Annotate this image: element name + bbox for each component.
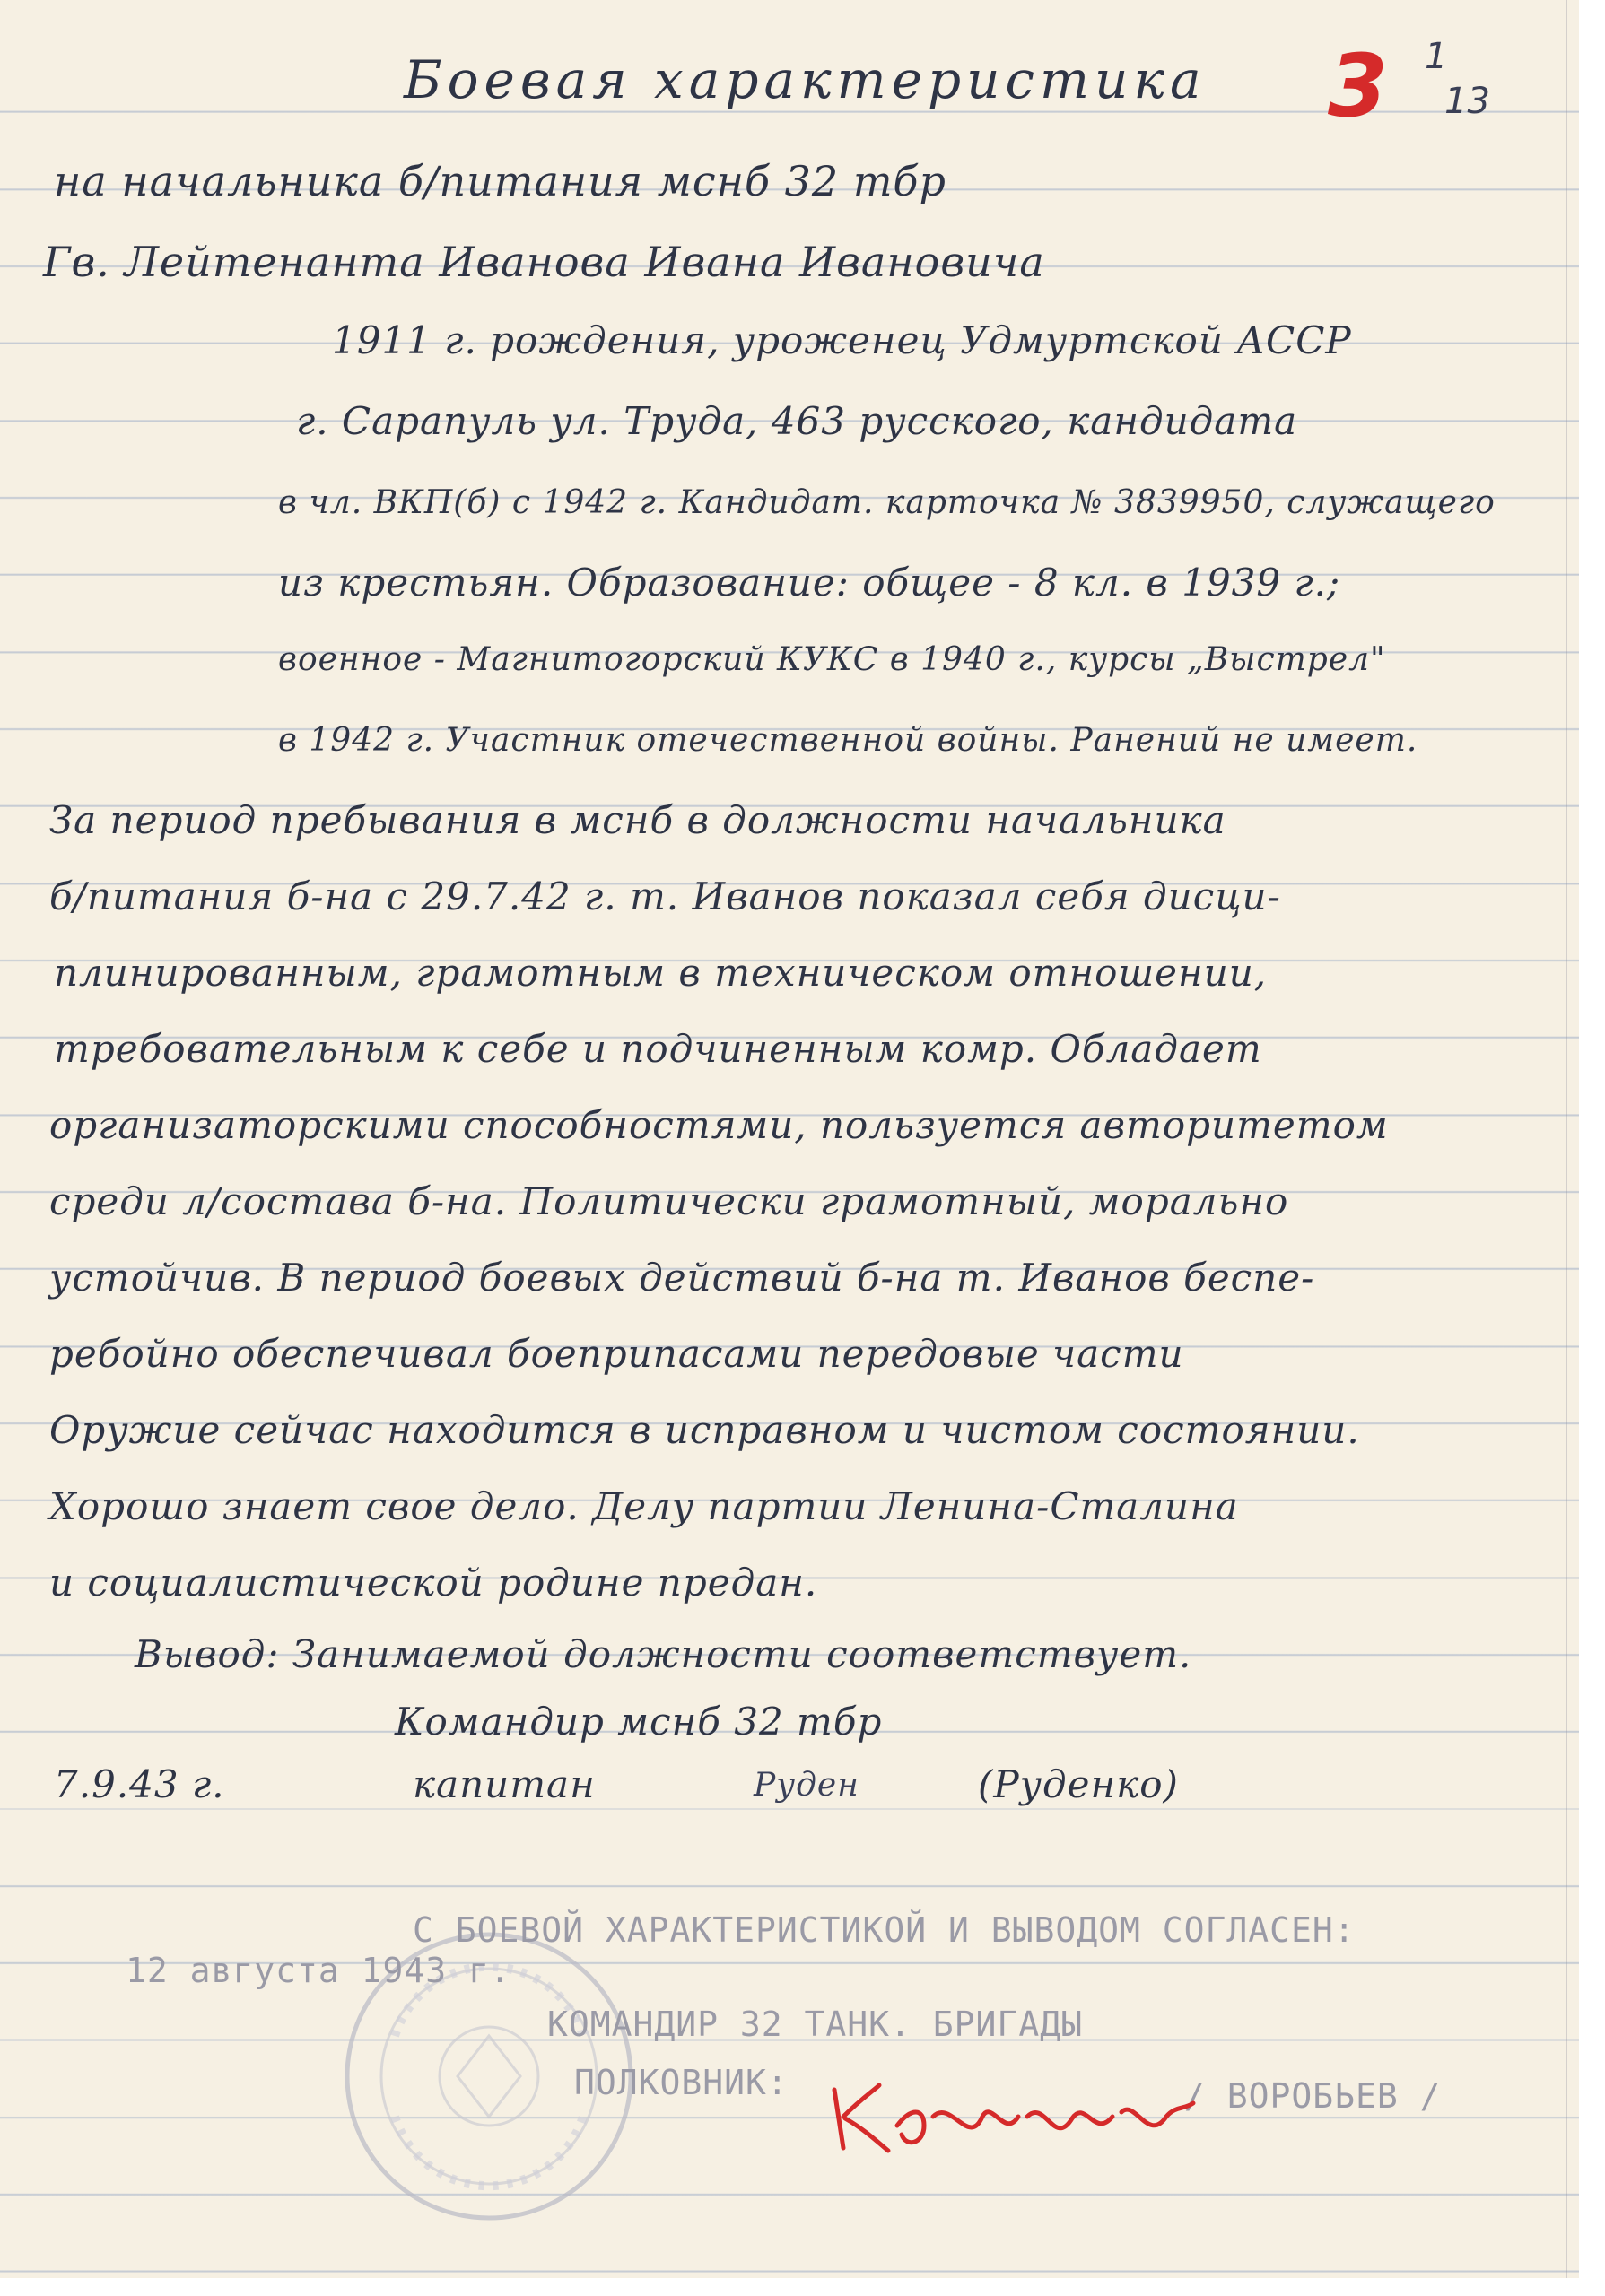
header-line-2: Гв. Лейтенанта Иванова Ивана Ивановича bbox=[43, 238, 1045, 286]
sign-signature: Руден bbox=[754, 1767, 859, 1804]
archive-sub: 13 bbox=[1444, 81, 1490, 122]
bio-line-2: г. Сарапуль ул. Труда, 463 русского, кандидата bbox=[296, 399, 1298, 443]
body-line-10: Хорошо знает свое дело. Делу партии Ленина-Сталина bbox=[49, 1484, 1239, 1528]
page-edge bbox=[1566, 0, 1567, 2278]
body-line-1: За период пребывания в мснб в должности начальника bbox=[49, 798, 1226, 842]
approval-rank: ПОЛКОВНИК: bbox=[574, 2063, 789, 2102]
bio-line-5: военное - Магнитогорский КУКС в 1940 г., курсы „Выстрел" bbox=[278, 641, 1386, 678]
approval-name: / ВОРОБЬЕВ / bbox=[1184, 2076, 1442, 2116]
body-line-4: требовательным к себе и подчиненным комр. Обладает bbox=[54, 1027, 1262, 1071]
approval-agreement: С БОЕВОЙ ХАРАКТЕРИСТИКОЙ И ВЫВОДОМ СОГЛАСЕН: bbox=[413, 1910, 1356, 1950]
sign-name: (Руденко) bbox=[978, 1762, 1179, 1806]
bio-line-3: в чл. ВКП(б) с 1942 г. Кандидат. карточка № 3839950, служащего bbox=[278, 484, 1496, 521]
red-signature bbox=[825, 2063, 1202, 2161]
archive-mark: 3 bbox=[1328, 36, 1388, 136]
body-line-9: Оружие сейчас находится в исправном и чистом состоянии. bbox=[49, 1408, 1360, 1452]
body-line-6: среди л/состава б-на. Политически грамотный, морально bbox=[49, 1179, 1289, 1223]
body-line-3: плинированным, грамотным в техническом отношении, bbox=[54, 951, 1268, 995]
header-line-1: на начальника б/питания мснб 32 тбр bbox=[54, 157, 946, 205]
document-title: Боевая характеристика bbox=[404, 49, 1207, 110]
sign-rank: капитан bbox=[413, 1762, 596, 1806]
conclusion: Вывод: Занимаемой должности соответствует. bbox=[135, 1632, 1192, 1676]
approval-commander: КОМАНДИР 32 ТАНК. БРИГАДЫ bbox=[547, 2005, 1083, 2044]
commander-title: Командир мснб 32 тбр bbox=[395, 1700, 883, 1744]
bio-line-1: 1911 г. рождения, уроженец Удмуртской АССР bbox=[332, 318, 1352, 362]
bio-line-4: из крестьян. Образование: общее - 8 кл. в 1939 г.; bbox=[278, 561, 1341, 604]
body-line-8: ребойно обеспечивал боеприпасами передовые части bbox=[49, 1332, 1184, 1376]
archive-fraction: 1 bbox=[1425, 36, 1448, 77]
body-line-2: б/питания б-на с 29.7.42 г. т. Иванов показал себя дисци- bbox=[49, 874, 1281, 918]
body-line-11: и социалистической родине предан. bbox=[49, 1561, 818, 1605]
approval-date: 12 августа 1943 г. bbox=[126, 1951, 511, 1990]
body-line-5: организаторскими способностями, пользуется авторитетом bbox=[49, 1103, 1389, 1147]
bio-line-6: в 1942 г. Участник отечественной войны. Ранений не имеет. bbox=[278, 722, 1418, 759]
sign-date: 7.9.43 г. bbox=[54, 1762, 225, 1806]
body-line-7: устойчив. В период боевых действий б-на т. Иванов беспе- bbox=[49, 1256, 1315, 1300]
